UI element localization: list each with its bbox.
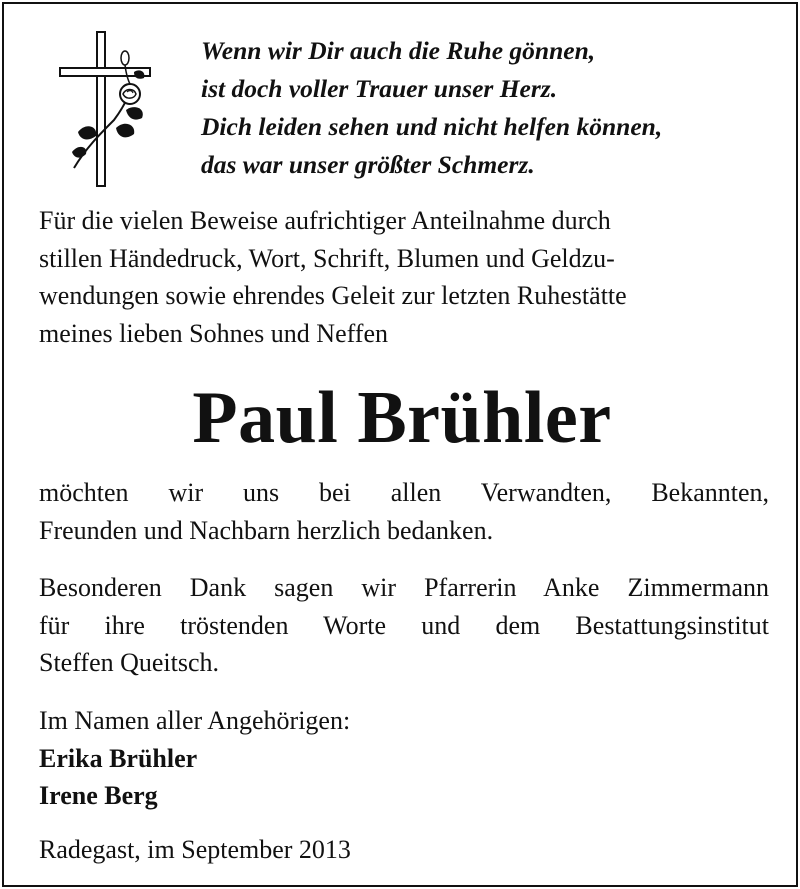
special-thanks-line: Steffen Queitsch. [39, 648, 220, 677]
poem-line: Dich leiden sehen und nicht helfen können, [201, 112, 663, 141]
special-thanks-paragraph [39, 569, 769, 682]
special-thanks-line: Besonderen Dank sagen wir Pfarrerin Anke Zimmermann [39, 573, 769, 602]
poem [201, 32, 791, 184]
intro-line: stillen Händedruck, Wort, Schrift, Blumen und Geldzu- [39, 243, 615, 273]
poem-line: ist doch voller Trauer unser Herz. [201, 74, 558, 103]
poem-line: das war unser größter Schmerz. [201, 150, 535, 179]
signature-name: Erika Brühler [39, 743, 198, 773]
signature-name: Irene Berg [39, 781, 158, 810]
place-date: Radegast, im September 2013 [39, 835, 351, 864]
intro-paragraph [39, 202, 769, 352]
poem-line: Wenn wir Dir auch die Ruhe gönnen, [201, 36, 596, 65]
intro-line: meines lieben Sohnes und Neffen [39, 318, 388, 348]
thanks-line: Freunden und Nachbarn herzlich bedanken. [39, 515, 494, 545]
deceased-name: Paul Brühler [192, 377, 612, 459]
thanks-line: möchten wir uns bei allen Verwandten, Bekannten, [39, 478, 769, 507]
signature-block [39, 702, 769, 815]
intro-line: Für die vielen Beweise aufrichtiger Anteilnahme durch [39, 206, 611, 235]
thanks-paragraph [39, 474, 769, 549]
special-thanks-line: für ihre tröstenden Worte und dem Bestattungsinstitut [39, 610, 769, 640]
obituary-notice [2, 2, 798, 887]
cross-with-rose-icon [56, 28, 156, 190]
intro-line: wendungen sowie ehrendes Geleit zur letzten Ruhestätte [39, 281, 627, 310]
signature-intro: Im Namen aller Angehörigen: [39, 706, 351, 735]
